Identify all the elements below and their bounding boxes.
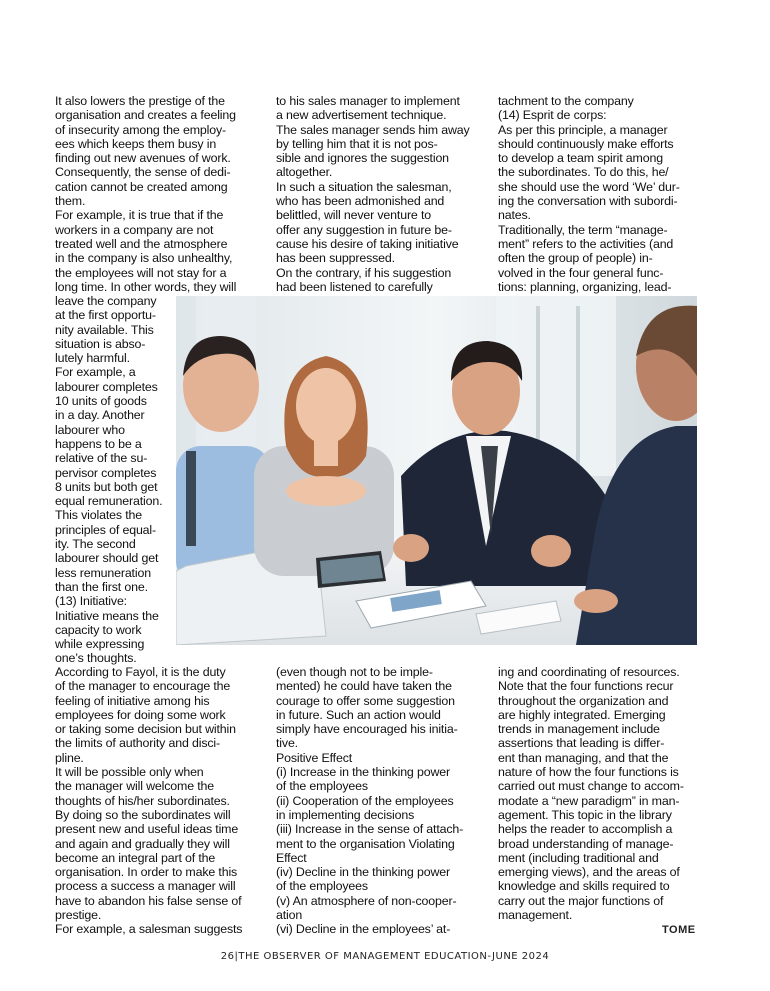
- text-line: one’s thoughts.: [55, 651, 137, 666]
- text-line: throughout the organization and: [498, 693, 669, 708]
- text-line: (i) Increase in the thinking power: [276, 765, 450, 780]
- text-line: ment (including traditional and: [498, 850, 659, 865]
- text-line: finding out new avenues of work.: [55, 151, 231, 166]
- text-line: Effect: [276, 850, 307, 865]
- text-line: organisation. In order to make this: [55, 865, 238, 880]
- text-line: (even though not to be imple-: [276, 665, 433, 679]
- text-line: has been suppressed.: [276, 251, 395, 266]
- text-line: at the first opportu-: [55, 308, 156, 323]
- text-line: ment” refers to the activities (and: [498, 236, 674, 251]
- text-line: had been listened to carefully: [276, 279, 433, 294]
- text-line: workers in a company are not: [55, 222, 214, 237]
- text-line: Traditionally, the term “manage-: [498, 222, 668, 237]
- text-line: mented) he could have taken the: [276, 679, 452, 694]
- text-line: should continuously make efforts: [498, 136, 674, 151]
- text-line: By doing so the subordinates will: [55, 807, 231, 822]
- text-line: of the employees: [276, 779, 368, 794]
- text-line: ent than managing, and that the: [498, 750, 669, 765]
- text-line: by telling him that it is not pos-: [276, 136, 438, 151]
- page-number: 26: [220, 951, 235, 962]
- text-line: (v) An atmosphere of non-cooper-: [276, 893, 457, 908]
- text-line: relative of the su-: [55, 451, 148, 466]
- text-line: (ii) Cooperation of the employees: [276, 793, 454, 808]
- text-line: It will be possible only when: [55, 765, 204, 780]
- publication-name: THE OBSERVER OF MANAGEMENT EDUCATION-JUNE 2024: [238, 951, 550, 962]
- text-line: belittled, will never venture to: [276, 208, 431, 223]
- text-line: This violates the: [55, 508, 142, 523]
- text-line: employees for doing some work: [55, 707, 226, 722]
- text-line: organisation and creates a feeling: [55, 108, 236, 123]
- text-line: ment to the organisation Violating: [276, 836, 455, 851]
- text-line: For example, a: [55, 365, 136, 380]
- text-line: present new and useful ideas time: [55, 822, 239, 837]
- text-line: According to Fayol, it is the duty: [55, 665, 226, 679]
- text-line: altogether.: [276, 165, 333, 180]
- text-line: pline.: [55, 750, 84, 765]
- text-line: often the group of people) in-: [498, 251, 653, 266]
- text-line: thoughts of his/her subordinates.: [55, 793, 230, 808]
- text-line: ation: [276, 908, 303, 923]
- text-line: (13) Initiative:: [55, 594, 127, 609]
- text-line: are highly integrated. Emerging: [498, 707, 666, 722]
- text-line: pervisor completes: [55, 465, 157, 480]
- text-line: a new advertisement technique.: [276, 108, 447, 123]
- text-line: process a success a manager will: [55, 879, 236, 894]
- text-line: less remuneration: [55, 565, 151, 580]
- text-line: leave the company: [55, 294, 157, 308]
- text-line: the employees will not stay for a: [55, 265, 227, 280]
- text-line: nature of how the four functions is: [498, 765, 679, 780]
- footer-separator: |: [234, 951, 239, 962]
- text-line: situation is abso-: [55, 336, 146, 351]
- text-line: nates.: [498, 208, 531, 223]
- text-line: In such a situation the salesman,: [276, 179, 452, 194]
- text-line: in implementing decisions: [276, 807, 415, 822]
- column-2-top: [276, 94, 481, 294]
- text-line: she should use the word ‘We’ dur-: [498, 179, 680, 194]
- text-line: to develop a team spirit among: [498, 151, 663, 166]
- author-signature: TOME: [662, 924, 696, 936]
- column-1-bottom: [55, 665, 265, 937]
- text-line: the manager will welcome the: [55, 779, 215, 794]
- text-line: Initiative means the: [55, 608, 159, 623]
- text-line: of insecurity among the employ-: [55, 122, 226, 137]
- text-line: modate a “new paradigm” in man-: [498, 793, 680, 808]
- text-line: happens to be a: [55, 436, 142, 451]
- text-line: offer any suggestion in future be-: [276, 222, 452, 237]
- text-line: while expressing: [55, 637, 145, 652]
- text-line: ing and coordinating of resources.: [498, 665, 680, 679]
- text-line: the limits of authority and disci-: [55, 736, 220, 751]
- text-line: tive.: [276, 736, 298, 751]
- text-line: courage to offer some suggestion: [276, 693, 455, 708]
- text-line: Positive Effect: [276, 750, 353, 765]
- text-line: of the manager to encourage the: [55, 679, 231, 694]
- text-line: labourer who: [55, 422, 125, 437]
- text-line: in future. Such an action would: [276, 707, 441, 722]
- text-line: broad understanding of manage-: [498, 836, 674, 851]
- text-line: For example, a salesman suggests: [55, 922, 243, 937]
- text-line: cation cannot be created among: [55, 179, 228, 194]
- text-line: It also lowers the prestige of the: [55, 94, 225, 108]
- text-line: who has been admonished and: [276, 194, 445, 209]
- text-line: agement. This topic in the library: [498, 807, 672, 822]
- text-line: (iv) Decline in the thinking power: [276, 865, 450, 880]
- text-line: nity available. This: [55, 322, 154, 337]
- text-line: (vi) Decline in the employees’ at-: [276, 922, 451, 937]
- text-line: tachment to the company: [498, 94, 634, 108]
- text-line: capacity to work: [55, 622, 142, 637]
- text-line: (iii) Increase in the sense of attach-: [276, 822, 464, 837]
- page-footer: [0, 951, 770, 962]
- text-line: in a day. Another: [55, 408, 145, 423]
- text-line: 8 units but both get: [55, 479, 158, 494]
- text-line: prestige.: [55, 908, 102, 923]
- text-line: them.: [55, 194, 86, 209]
- text-line: than the first one.: [55, 579, 148, 594]
- text-line: (14) Esprit de corps:: [498, 108, 607, 123]
- text-line: Consequently, the sense of dedi-: [55, 165, 231, 180]
- text-line: The sales manager sends him away: [276, 122, 470, 137]
- text-line: carried out must change to accom-: [498, 779, 684, 794]
- text-line: management.: [498, 908, 573, 923]
- text-line: the subordinates. To do this, he/: [498, 165, 669, 180]
- text-line: have to abandon his false sense of: [55, 893, 242, 908]
- text-line: emerging views), and the areas of: [498, 865, 680, 880]
- text-line: in the company is also unhealthy,: [55, 251, 233, 266]
- text-line: feeling of initiative among his: [55, 693, 210, 708]
- text-line: sible and ignores the suggestion: [276, 151, 449, 166]
- text-line: labourer should get: [55, 551, 159, 566]
- text-line: 10 units of goods: [55, 394, 147, 409]
- text-line: cause his desire of taking initiative: [276, 236, 459, 251]
- text-line: principles of equal-: [55, 522, 157, 537]
- text-line: become an integral part of the: [55, 850, 216, 865]
- text-line: tions: planning, organizing, lead-: [498, 279, 672, 294]
- text-line: treated well and the atmosphere: [55, 236, 228, 251]
- text-line: volved in the four general func-: [498, 265, 664, 280]
- text-line: ity. The second: [55, 537, 136, 552]
- text-line: and again and gradually they will: [55, 836, 230, 851]
- text-line: equal remuneration.: [55, 494, 163, 509]
- column-1-wrap: [55, 294, 173, 666]
- text-line: ing the conversation with subordi-: [498, 194, 678, 209]
- text-line: ees which keeps them busy in: [55, 136, 217, 151]
- text-line: carry out the major functions of: [498, 893, 664, 908]
- text-line: labourer completes: [55, 379, 158, 394]
- text-line: or taking some decision but within: [55, 722, 236, 737]
- text-line: As per this principle, a manager: [498, 122, 668, 137]
- text-line: lutely harmful.: [55, 351, 130, 366]
- text-line: to his sales manager to implement: [276, 94, 460, 108]
- column-3-bottom: [498, 665, 713, 922]
- text-line: On the contrary, if his suggestion: [276, 265, 452, 280]
- text-line: simply have encouraged his initia-: [276, 722, 458, 737]
- text-line: knowledge and skills required to: [498, 879, 670, 894]
- text-line: Note that the four functions recur: [498, 679, 674, 694]
- text-line: For example, it is true that if the: [55, 208, 224, 223]
- column-2-bottom: [276, 665, 481, 937]
- text-line: trends in management include: [498, 722, 660, 737]
- text-line: helps the reader to accomplish a: [498, 822, 673, 837]
- column-1-top: [55, 94, 255, 294]
- business-meeting-photo: [176, 296, 697, 645]
- column-3-top: [498, 94, 703, 294]
- text-line: long time. In other words, they will: [55, 279, 237, 294]
- text-line: assertions that leading is differ-: [498, 736, 665, 751]
- text-line: of the employees: [276, 879, 368, 894]
